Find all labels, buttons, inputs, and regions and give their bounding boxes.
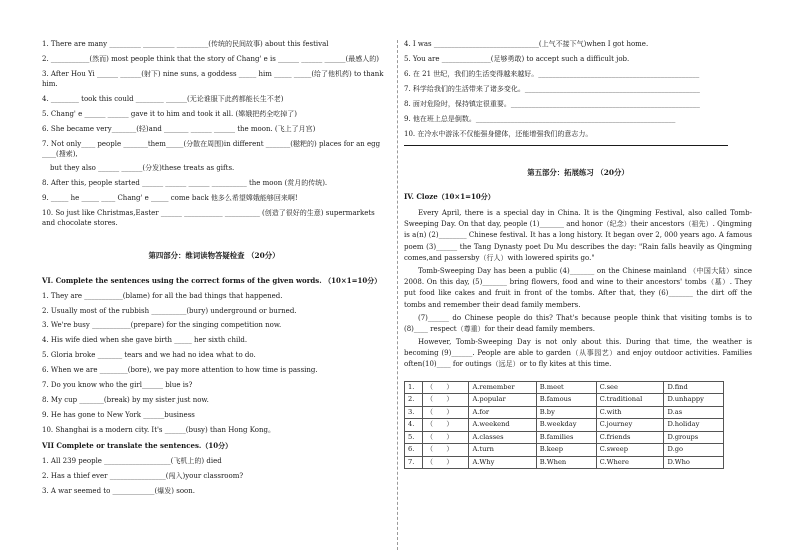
answer-rule xyxy=(404,145,728,146)
vi-line-6: 6. When we are ________(bore), we pay more attention to how time is passing. xyxy=(42,366,318,375)
cloze-paragraph-4: However, Tomb-Sweeping Day is not only about this. During that time, the weather is becoming (9)______. People are able to garden（从事园艺）and enjoy outdoor activities. Families often(10)____ for outings（远足）or to fly kites at this time. xyxy=(404,338,752,369)
answer-row xyxy=(405,406,724,419)
option-c: C.journey xyxy=(596,419,664,432)
option-a: A.for xyxy=(469,406,536,419)
option-c: C.Where xyxy=(596,456,664,469)
vi-line-1: 1. They are ___________(blame) for all the bad things that happened. xyxy=(42,291,283,300)
option-d: D.find xyxy=(664,381,724,394)
section4-title: 第四部分：维词读物答疑检查 （20分） xyxy=(148,251,280,261)
answer-bracket[interactable]: （ ） xyxy=(423,381,469,394)
answer-row xyxy=(405,381,724,394)
vi-line-10: 10. Shanghai is a modern city. It's ______(busy) than Hong Kong。 xyxy=(42,426,275,435)
option-c: C.with xyxy=(596,406,664,419)
fill-line-1: 1. There are many _________ _________ _________(传统的民间故事) about this festival xyxy=(42,40,329,48)
answer-row xyxy=(405,431,724,444)
vii-line-4: 4. I was ______________________________(上气不接下气)when I got home. xyxy=(404,40,649,48)
row-number: 4. xyxy=(405,419,423,432)
vi-line-4: 4. His wife died when she gave birth _____ her sixth child. xyxy=(42,336,248,345)
vii-line-3: 3. A war seemed to ____________(爆发) soon. xyxy=(42,486,195,495)
option-c: C.see xyxy=(596,381,664,394)
fill-line-9: 9. _____ he _____ ____ Chang' e _____ come back 他多么希望嫦娥能够回来啊! xyxy=(42,194,298,203)
option-a: A.classes xyxy=(469,431,536,444)
vii-header: VII Complete or translate the sentences.（10分） xyxy=(42,440,233,450)
option-d: D.go xyxy=(664,444,724,457)
answer-bracket[interactable]: （ ） xyxy=(423,431,469,444)
fill-line-3: 3. After Hou Yi ______ ______(射下) nine suns, a goddess _____ him _____ _____(给了他机药) to thank him. xyxy=(42,69,384,88)
column-divider xyxy=(397,40,398,550)
answer-bracket[interactable]: （ ） xyxy=(423,456,469,469)
fill-line-4: 4. ________ took this could ________ ______(无论谁服下此药都能长生不老) xyxy=(42,94,284,103)
option-d: D.as xyxy=(664,406,724,419)
option-b: B.families xyxy=(536,431,596,444)
option-a: A.remember xyxy=(469,381,536,394)
row-number: 6. xyxy=(405,444,423,457)
vi-line-7: 7. Do you know who the girl______ blue is? xyxy=(42,381,193,390)
cloze-paragraph-2: Tomb-Sweeping Day has been a public (4)_______ on the Chinese mainland （中国大陆）since 2008. On this day, (5)_______ bring flowers, food and wine to their ancestors' tombs（墓）. They put food like cakes and fruit in front of the tombs. After that, they (6)_______ the dirt off the tombs and remember their dead family members. xyxy=(404,266,752,309)
vii-line-9: 9. 他在班上总是倒数。_________________________________________________________ xyxy=(404,114,676,123)
option-c: C.sweep xyxy=(596,444,664,457)
fill-line-8: 8. After this, people started ______ ______ ______ __________ the moon (赏月的传统). xyxy=(42,179,328,188)
vi-line-2: 2. Usually most of the rubbish __________(bury) underground or burned. xyxy=(42,306,297,315)
answer-bracket[interactable]: （ ） xyxy=(423,394,469,407)
option-a: A.turn xyxy=(469,444,536,457)
option-d: D.Who xyxy=(664,456,724,469)
right-column xyxy=(404,40,752,469)
option-a: A.weekend xyxy=(469,419,536,432)
vi-line-9: 9. He has gone to New York ______business xyxy=(42,411,195,420)
left-column xyxy=(42,40,386,502)
section5-title: 第五部分：拓展练习 （20分） xyxy=(527,167,629,177)
fill-line-7b: but they also ______ ______(分发)these treats as gifts. xyxy=(50,164,235,173)
option-b: B.keep xyxy=(536,444,596,457)
option-b: B.When xyxy=(536,456,596,469)
row-number: 5. xyxy=(405,431,423,444)
vii-line-7: 7. 科学给我们的生活带来了诸多变化。__________________________________________________ xyxy=(404,84,700,93)
row-number: 1. xyxy=(405,381,423,394)
vii-line-5: 5. You are ______________(足够勇敢) to accept such a difficult job. xyxy=(404,54,630,63)
cloze-header: IV. Cloze（10×1=10分） xyxy=(404,192,495,202)
row-number: 7. xyxy=(405,456,423,469)
cloze-paragraph-1: Every April, there is a special day in China. It is the Qingming Festival, also called Tomb-Sweeping Day. On that day, people (1)_______ and honor（纪念）their ancestors（祖先）. Qingming is a(n) (2)________ Chinese festival. It has a long history. It began over 2, 000 years ago. A famous poem (3)______ the Tang Dynasty poet Du Mu describes the day: "Rain falls heavily as Qingming comes,and passersby（行人）with lowered spirits go." xyxy=(404,209,752,262)
row-number: 3. xyxy=(405,406,423,419)
fill-line-2: 2. ___________(然而) most people think that the story of Chang' e is ______ ______ ______(最感人的) xyxy=(42,54,379,63)
option-d: D.unhappy xyxy=(664,394,724,407)
vi-line-8: 8. My cup _______(break) by my sister just now. xyxy=(42,396,209,405)
vi-line-5: 5. Gloria broke _______ tears and we had no idea what to do. xyxy=(42,351,256,360)
answer-bracket[interactable]: （ ） xyxy=(423,444,469,457)
option-b: B.meet xyxy=(536,381,596,394)
option-b: B.weekday xyxy=(536,419,596,432)
vii-line-2: 2. Has a thief ever ________________(闯入)your classroom? xyxy=(42,471,244,480)
option-b: B.famous xyxy=(536,394,596,407)
vii-line-6: 6. 在 21 世纪，我们的生活变得越来越好。______________________________________________ xyxy=(404,69,700,78)
fill-line-5: 5. Chang' e ______ ______ gave it to him and took it all. (嫦娥把药全吃掉了) xyxy=(42,109,297,118)
option-c: C.traditional xyxy=(596,394,664,407)
vii-line-10: 10. 在冷水中游泳不仅能强身健体，还能增强我们的意志力。 xyxy=(404,129,593,138)
answer-row xyxy=(405,419,724,432)
answer-row xyxy=(405,444,724,457)
option-a: A.Why xyxy=(469,456,536,469)
option-d: D.groups xyxy=(664,431,724,444)
fill-line-6: 6. She became very_______(轻)and _______ ______ ______ the moon. (飞上了月宫) xyxy=(42,124,316,133)
answer-row xyxy=(405,394,724,407)
answer-bracket[interactable]: （ ） xyxy=(423,406,469,419)
vii-line-8: 8. 面对危险时，保持镇定很重要。______________________________________________________ xyxy=(404,99,700,108)
answer-table xyxy=(404,381,724,470)
option-b: B.by xyxy=(536,406,596,419)
fill-line-7: 7. Not only____ people _______them_____(分散在周围)in different _______(糍粑的) places for an egg ____(搜索), xyxy=(42,139,381,158)
option-a: A.popular xyxy=(469,394,536,407)
fill-line-10: 10. So just like Christmas,Easter ______ ___________ __________ (创造了很好的生意) supermarkets and chocolate stores. xyxy=(42,209,375,228)
option-c: C.friends xyxy=(596,431,664,444)
vii-line-1: 1. All 239 people ___________________(飞机上的) died xyxy=(42,456,222,465)
row-number: 2. xyxy=(405,394,423,407)
answer-row xyxy=(405,456,724,469)
option-d: D.holiday xyxy=(664,419,724,432)
cloze-paragraph-3: (7)______ do Chinese people do this? That's because people think that visiting tombs is to (8)____ respect（尊重）for their dead family members. xyxy=(404,313,752,333)
vi-line-3: 3. We're busy ___________(prepare) for the singing competition now. xyxy=(42,321,282,330)
answer-bracket[interactable]: （ ） xyxy=(423,419,469,432)
vi-header: VI. Complete the sentences using the correct forms of the given words. （10×1=10分） xyxy=(42,275,382,285)
